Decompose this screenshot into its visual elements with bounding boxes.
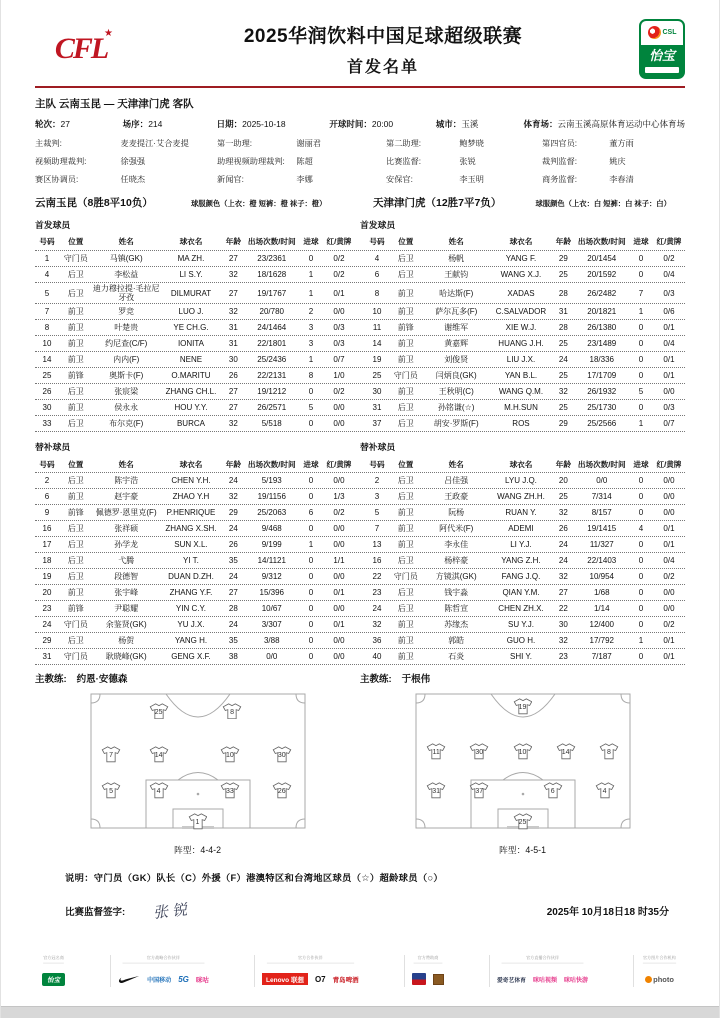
player-row: 4 后卫 李松益 LI S.Y. 32 18/1628 1 0/2 6 后卫 王献钧 WANG X.J. 25 20/1592 0 0/4 [35, 267, 685, 283]
coaches [35, 671, 685, 685]
badge-caption-bar [645, 67, 679, 73]
player-shirt: 14 [556, 743, 576, 761]
player-row: 14 前卫 内内(F) NENE 30 25/2436 1 0/7 19 前卫 刘俊贤 LIU J.X. 24 18/336 0 0/1 [35, 352, 685, 368]
sponsor-footer [35, 955, 685, 987]
meta-item: 体育场：云南玉溪高原体育运动中心体育场 [523, 119, 685, 129]
away-coach: 主教练: 于根伟 [360, 674, 431, 686]
sponsor-group-sponsors: 官方赞助商 [404, 955, 451, 987]
nike-swoosh-icon [118, 975, 140, 984]
player-row: 17 后卫 孙学龙 SUN X.L. 26 9/199 1 0/0 13 前卫 李永佳 LI Y.J. 24 11/327 0 0/1 [35, 537, 685, 553]
official-item: 第四官员: 董方雨 [542, 139, 634, 148]
player-shirt: 10 [513, 743, 533, 761]
away-kit-colors: 球服颜色（上衣：白 短裤：白 袜子：白） [535, 199, 671, 208]
player-shirt: 30 [272, 746, 292, 764]
away-subs-label: 替补球员 [360, 442, 396, 453]
gold-emblem-icon [433, 974, 444, 985]
signature-label: 比赛监督签字: [65, 906, 126, 918]
meta-item: 开球时间：20:00 [329, 119, 394, 129]
player-shirt: 5 [101, 782, 121, 800]
starters-table [35, 235, 685, 432]
player-row: 8 前卫 叶楚贵 YE CH.G. 31 24/1464 3 0/3 11 前锋 谢维军 XIE W.J. 28 26/1380 0 0/1 [35, 320, 685, 336]
yibao-logo: 怡宝 [42, 973, 65, 986]
player-shirt: 26 [272, 782, 292, 800]
home-pitch [90, 693, 306, 833]
official-item: 裁判监督: 姚庆 [542, 157, 626, 166]
sponsor-group-title: 官方冠名商 怡宝 [43, 955, 64, 984]
document-header [35, 16, 685, 82]
player-row: 6 前卫 赵宇豪 ZHAO Y.H 32 19/1156 0 1/3 3 后卫 王政豪 WANG ZH.H. 25 7/314 0 0/0 [35, 489, 685, 505]
player-row: 33 后卫 布尔克(F) BURCA 32 5/518 0 0/0 37 后卫 胡安·罗斯(F) ROS 29 25/2566 1 0/7 [35, 416, 685, 432]
home-subs-label: 替补球员 [35, 442, 71, 453]
home-team-record: 云南玉昆（8胜8平10负） [35, 197, 153, 209]
official-item: 比赛监督: 张锐 [386, 157, 476, 166]
migu-play-logo: 咪咕快游 [563, 977, 588, 984]
starters-body [35, 251, 685, 432]
subs-header-row: 号码 位置 姓名 球衣名 年龄 出场次数/时间 进球 红/黄牌 号码 位置 姓名 球衣名 年龄 出场次数/时间 进球 红/黄牌 [35, 457, 685, 473]
player-row: 20 前卫 张宇峰 ZHANG Y.F. 27 15/396 0 0/1 23 后卫 钱宇淼 QIAN Y.M. 27 1/68 0 0/0 [35, 585, 685, 601]
player-row: 30 前卫 侯永永 HOU Y.Y. 27 26/2571 5 0/0 31 后卫 孙铭谦(☆) M.H.SUN 25 25/1730 0 0/3 [35, 400, 685, 416]
subs-body [35, 473, 685, 665]
official-item: 视频助理裁判: 徐强强 [35, 157, 146, 166]
away-team-record: 天津津门虎（12胜7平7负） [373, 197, 502, 209]
page-bottom-strip [1, 1006, 719, 1018]
player-shirt: 6 [543, 782, 563, 800]
player-shirt: 7 [101, 746, 121, 764]
official-item: 第二助理: 鲍梦晓 [386, 139, 484, 148]
signature-datetime: 2025年 10月18日18 时35分 [546, 907, 669, 919]
supervisor-signature: 张锐 [152, 900, 193, 923]
player-row: 19 后卫 段德智 DUAN D.ZH. 24 9/312 0 0/0 22 守门员 方镜淇(GK) FANG J.Q. 32 10/954 0 0/2 [35, 569, 685, 585]
blue-emblem-icon [412, 973, 426, 985]
player-shirt: 31 [426, 782, 446, 800]
tsingtao-beer-logo: 青岛啤酒 [332, 976, 359, 984]
player-row: 16 后卫 张祥硕 ZHANG X.SH. 24 9/468 0 0/0 7 前卫 阿代米(F) ADEMI 26 19/1415 4 0/1 [35, 521, 685, 537]
player-shirt: 30 [469, 743, 489, 761]
csl-badge-top: CSL [641, 21, 683, 45]
yibao-wordmark: 怡宝 [648, 47, 675, 63]
player-shirt: 33 [220, 782, 240, 800]
sponsor-group-photo: 官方图片合作机构 photo [633, 955, 685, 987]
o7-logo: O7 [314, 974, 326, 984]
formation-diagrams [35, 693, 685, 856]
swirl-icon [648, 26, 661, 39]
sponsor-group-partners: 官方合作伙伴 Lenovo 联想 O7 青岛啤酒 [254, 955, 366, 987]
document-subtitle: 首发名单 [346, 59, 419, 76]
player-row: 29 后卫 杨贺 YANG H. 35 3/88 0 0/0 36 前卫 郭皓 GUO H. 32 17/792 1 0/1 [35, 633, 685, 649]
away-formation [360, 693, 685, 856]
player-row: 5 后卫 迪力穆拉提·毛拉尼牙孜 DILMURAT 27 19/1767 1 0/1 8 前卫 哈达斯(F) XADAS 28 26/2482 7 0/3 [35, 283, 685, 304]
player-row: 7 前卫 罗竞 LUO J. 32 20/780 2 0/0 10 前卫 萨尔瓦多(F) C.SALVADOR 31 20/1821 1 0/6 [35, 304, 685, 320]
player-row: 9 前锋 佩德罗·恩里克(F) P.HENRIQUE 29 25/2063 6 0/2 5 前卫 阮杨 RUAN Y. 32 8/157 0 0/0 [35, 505, 685, 521]
meta-item: 场序：214 [122, 119, 163, 129]
official-item: 赛区协调员: 任晓杰 [35, 175, 146, 184]
iqiyi-sports-logo: 爱奇艺体育 [496, 977, 526, 984]
team-headers [35, 195, 685, 210]
home-starters-label: 首发球员 [35, 220, 71, 230]
cfl-league-logo [35, 28, 127, 66]
meta-item: 城市：玉溪 [435, 119, 479, 129]
away-formation-label: 阵型：4-5-1 [499, 845, 546, 856]
player-row: 24 守门员 余鉴贤(GK) YU J.X. 24 3/307 0 0/1 32 前卫 苏缘杰 SU Y.J. 30 12/400 0 0/2 [35, 617, 685, 633]
starters-section-labels [35, 218, 685, 231]
player-shirt: 14 [149, 746, 169, 764]
legend-note: 说明：守门员（GK）队长（C）外援（F）港澳特区和台湾地区球员（☆）超龄球员（○） [65, 873, 443, 884]
away-pitch [415, 693, 631, 833]
orange-dot-icon [645, 976, 652, 983]
player-shirt: 11 [426, 743, 446, 761]
sponsor-group-broadcast: 官方直播合作伙伴 爱奇艺体育 咪咕视频 咪咕快游 [489, 955, 595, 987]
5g-logo: 5G [178, 974, 189, 984]
player-row: 23 前锋 尹聪耀 YIN C.Y. 28 10/67 0 0/0 24 后卫 陈哲宣 CHEN ZH.X. 22 1/14 0 0/0 [35, 601, 685, 617]
matchup-line: 主队 云南玉昆 — 天津津门虎 客队 [35, 98, 194, 110]
player-shirt: 10 [220, 746, 240, 764]
player-shirt: 4 [595, 782, 615, 800]
official-item: 第一助理: 谢丽君 [217, 139, 321, 148]
osports-photo-logo: photo [645, 975, 674, 984]
player-row: 10 前卫 约尼查(C/F) IONITA 31 22/1801 3 0/3 14 前卫 黄嘉辉 HUANG J.H. 25 23/1489 0 0/4 [35, 336, 685, 352]
match-meta [35, 118, 685, 130]
official-item: 新闻官: 李娜 [217, 175, 313, 184]
subs-section-labels [35, 440, 685, 453]
player-shirt: 8 [222, 703, 242, 721]
player-shirt: 4 [149, 782, 169, 800]
player-shirt: 19 [513, 698, 533, 716]
official-item: 商务监督: 李春清 [542, 175, 634, 184]
player-shirt: 25 [513, 813, 533, 831]
home-formation-label: 阵型：4-4-2 [174, 845, 221, 856]
player-shirt: 37 [469, 782, 489, 800]
player-row: 25 前锋 奥斯卡(F) O.MARITU 26 22/2131 8 1/0 25 守门员 闫炳良(GK) YAN B.L. 25 17/1709 0 0/1 [35, 368, 685, 384]
subs-table [35, 457, 685, 665]
match-officials [35, 138, 685, 185]
cfl-logo-text: CFL [54, 32, 108, 65]
china-mobile-logo: 中国移动 [147, 977, 172, 984]
player-row: 1 守门员 马镇(GK) MA ZH. 27 23/2361 0 0/2 4 后卫 杨帆 YANG F. 29 20/1454 0 0/2 [35, 251, 685, 267]
meta-item: 轮次：27 [35, 119, 70, 129]
migu-logo: 咪咕 [195, 976, 209, 984]
meta-item: 日期：2025-10-18 [216, 119, 286, 129]
document-title: 2025华润饮料中国足球超级联赛 [243, 26, 523, 47]
header-divider [35, 86, 685, 88]
official-item: 安保官: 李玉明 [386, 175, 484, 184]
star-icon: ★ [104, 28, 113, 39]
official-item: 主裁判: 麦麦提江·艾合麦提 [35, 139, 189, 148]
player-shirt: 1 [188, 813, 208, 831]
player-row: 18 后卫 弋腾 YI T. 35 14/1121 0 1/1 16 后卫 杨梓豪 YANG Z.H. 24 22/1403 0 0/4 [35, 553, 685, 569]
home-coach: 主教练: 约恩·安德森 [35, 674, 128, 686]
player-shirt: 8 [599, 743, 619, 761]
starters-header-row: 号码 位置 姓名 球衣名 年龄 出场次数/时间 进球 红/黄牌 号码 位置 姓名 球衣名 年龄 出场次数/时间 进球 红/黄牌 [35, 235, 685, 251]
away-starters-label: 首发球员 [360, 220, 396, 230]
official-item: 助理视频助理裁判: 陈超 [217, 157, 313, 166]
home-kit-colors: 球服颜色（上衣：橙 短裤：橙 袜子：橙） [191, 199, 327, 208]
player-row: 2 后卫 陈宇浩 CHEN Y.H. 24 5/193 0 0/0 2 后卫 吕佳强 LYU J.Q. 20 0/0 0 0/0 [35, 473, 685, 489]
home-formation [35, 693, 360, 856]
sponsor-group-strategic: 官方战略合作伙伴 中国移动 5G 咪咕 [110, 955, 216, 987]
lenovo-logo: Lenovo 联想 [262, 973, 308, 985]
signature-row [35, 900, 685, 921]
player-row: 26 后卫 张宸梁 ZHANG CH.L. 27 19/1212 0 0/2 30 前卫 王秋明(C) WANG Q.M. 32 26/1932 5 0/0 [35, 384, 685, 400]
player-shirt: 25 [149, 703, 169, 721]
title-block [127, 21, 639, 77]
player-row: 31 守门员 耿晓峰(GK) GENG X.F. 38 0/0 0 0/0 40 前卫 石炎 SHI Y. 23 7/187 0 0/1 [35, 649, 685, 665]
migu-video-logo: 咪咕视频 [532, 977, 557, 984]
csl-sponsor-badge [639, 19, 685, 79]
